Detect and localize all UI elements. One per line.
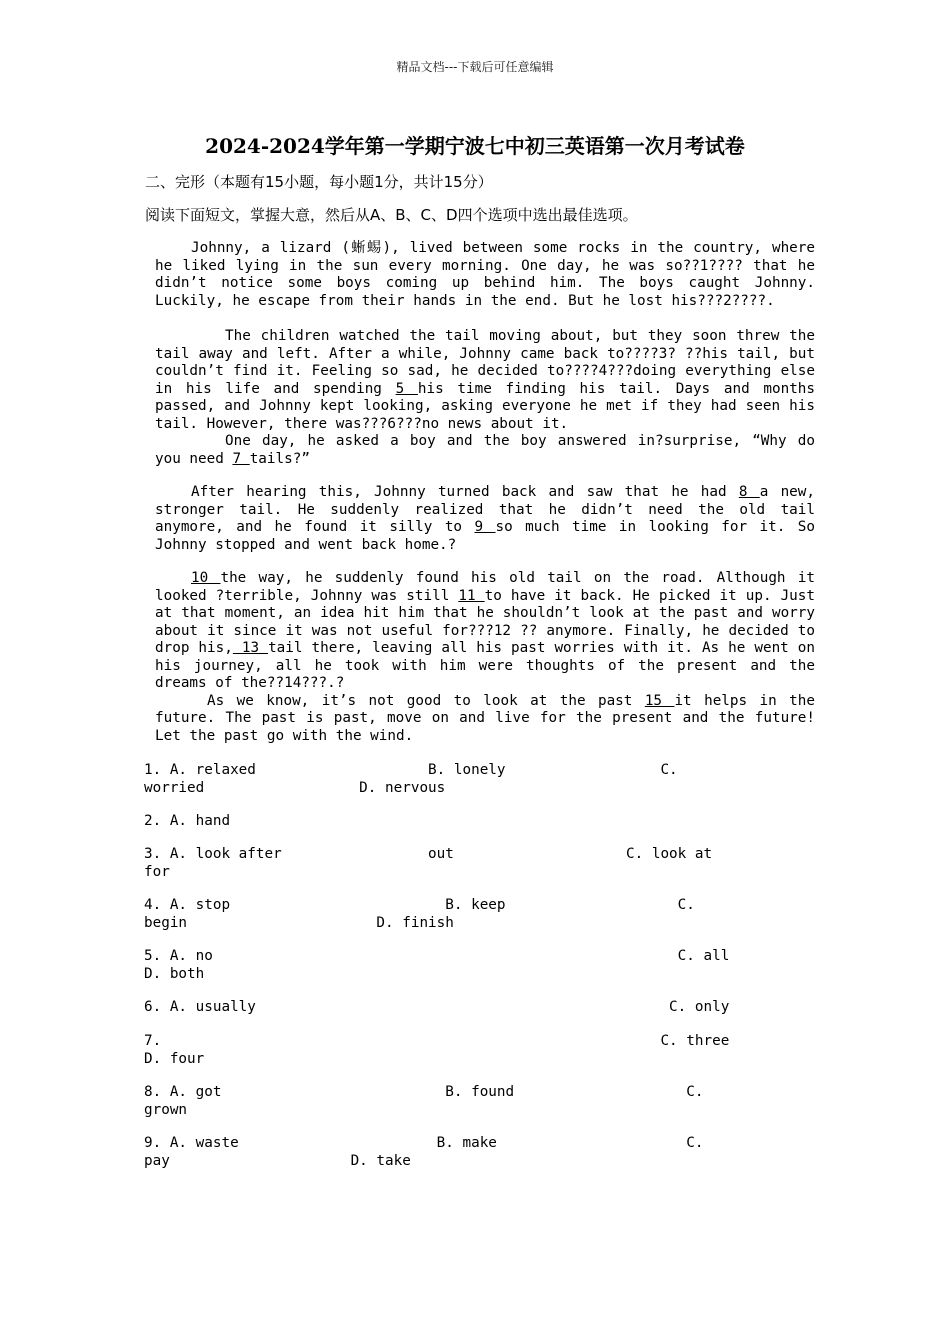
- question-5: [144, 948, 804, 983]
- blank-9: 9: [474, 519, 496, 535]
- paragraph-text: One day, he asked a boy and the boy answered in?surprise, “Why do you need: [155, 433, 815, 467]
- passage-paragraph-3: [155, 484, 815, 554]
- section-heading: 二、完形（本题有15小题，每小题1分，共计15分）: [145, 173, 493, 191]
- blank-8: 8: [738, 484, 760, 500]
- passage-paragraph-4: [155, 570, 815, 745]
- question-options: 1. A. relaxed B. lonely C.: [144, 762, 678, 778]
- paragraph-text: so much time in looking for it. So Johnny stopped and went back home.?: [155, 519, 816, 553]
- question-3: [144, 846, 804, 881]
- paragraph-text: Johnny, a lizard (蜥蜴), lived between some rocks in the country, where he liked lying in the sun every morning. One day, he was so??1???? that he didn’t notice some boys coming up behind him. The boys caught Johnny. Luckily, he escape from their hands in the end. But he lost his???2????.: [155, 240, 815, 309]
- question-2: [144, 813, 804, 831]
- blank-13: 13: [232, 640, 269, 656]
- question-8: [144, 1084, 804, 1119]
- question-6: [144, 999, 804, 1017]
- question-options-continued: D. four: [144, 1050, 205, 1067]
- blank-5: 5: [395, 380, 418, 397]
- paragraph-text: his time finding his tail. Days and months passed, and Johnny kept looking, asking everyone he met if they had seen his tail. However, there was???6???no news about it.: [155, 380, 816, 432]
- question-options: 8. A. got B. found C.: [144, 1084, 704, 1100]
- instruction: 阅读下面短文，掌握大意，然后从A、B、C、D四个选项中选出最佳选项。: [145, 206, 638, 224]
- question-options-continued: for: [144, 863, 170, 880]
- question-options: 6. A. usually C. only: [144, 999, 730, 1015]
- question-1: [144, 762, 804, 797]
- question-9: [144, 1135, 804, 1170]
- paragraph-text: As we know, it’s not good to look at the past: [207, 692, 645, 709]
- question-options-continued: begin D. finish: [144, 914, 454, 931]
- blank-10: 10: [191, 570, 221, 586]
- document-header-note: 精品文档---下载后可任意编辑: [396, 60, 554, 74]
- question-options-continued: worried D. nervous: [144, 779, 446, 796]
- blank-15: 15: [644, 692, 675, 709]
- page-title: 2024-2024学年第一学期宁波七中初三英语第一次月考试卷: [205, 134, 745, 158]
- passage-paragraph-2: [155, 328, 815, 468]
- question-options: 3. A. look after out C. look at: [144, 846, 713, 862]
- passage-paragraph-1: [155, 240, 815, 310]
- question-options: 4. A. stop B. keep C.: [144, 897, 695, 913]
- question-options: 9. A. waste B. make C.: [144, 1135, 704, 1151]
- question-options-continued: pay D. take: [144, 1152, 411, 1169]
- blank-11: 11: [458, 587, 485, 604]
- blank-7: 7: [232, 450, 250, 467]
- paragraph-text: a new, stronger tail. He suddenly realized that he didn’t need the old tail anymore, and he found it silly to: [155, 484, 816, 535]
- paragraph-text: After hearing this, Johnny turned back and saw that he had: [191, 484, 739, 500]
- question-options-continued: grown: [144, 1101, 188, 1118]
- paragraph-text: it helps in the future. The past is past, move on and live for the present and the future! Let the past go with the wind.: [155, 692, 815, 744]
- paragraph-text: to have it back. He picked it up. Just at that moment, an idea hit him that he shouldn’t look at the past and worry about it since it was not useful for???12 ?? anymore. Finally, he decided to drop his,: [155, 587, 815, 656]
- paragraph-text: tail there, leaving all his past worries with it. As he went on his journey, all he took with him were thoughts of the present and the dreams of the??14???.?: [155, 640, 815, 691]
- paragraph-text: tails?”: [249, 450, 310, 467]
- question-options: 2. A. hand: [144, 813, 231, 829]
- question-options: 7. C. three: [144, 1033, 730, 1049]
- question-4: [144, 897, 804, 932]
- paragraph-text: The children watched the tail moving about, but they soon threw the tail away and left. After a while, Johnny came back to????3? ??his tail, but couldn’t find it. Feeling so sad, he decided to????4???doing everything else in his life and spending: [155, 328, 815, 397]
- paragraph-text: the way, he suddenly found his old tail on the road. Although it looked ?terrible, Johnny was still: [155, 570, 815, 604]
- question-options-continued: D. both: [144, 965, 205, 982]
- question-7: [144, 1033, 804, 1068]
- question-options: 5. A. no C. all: [144, 948, 730, 964]
